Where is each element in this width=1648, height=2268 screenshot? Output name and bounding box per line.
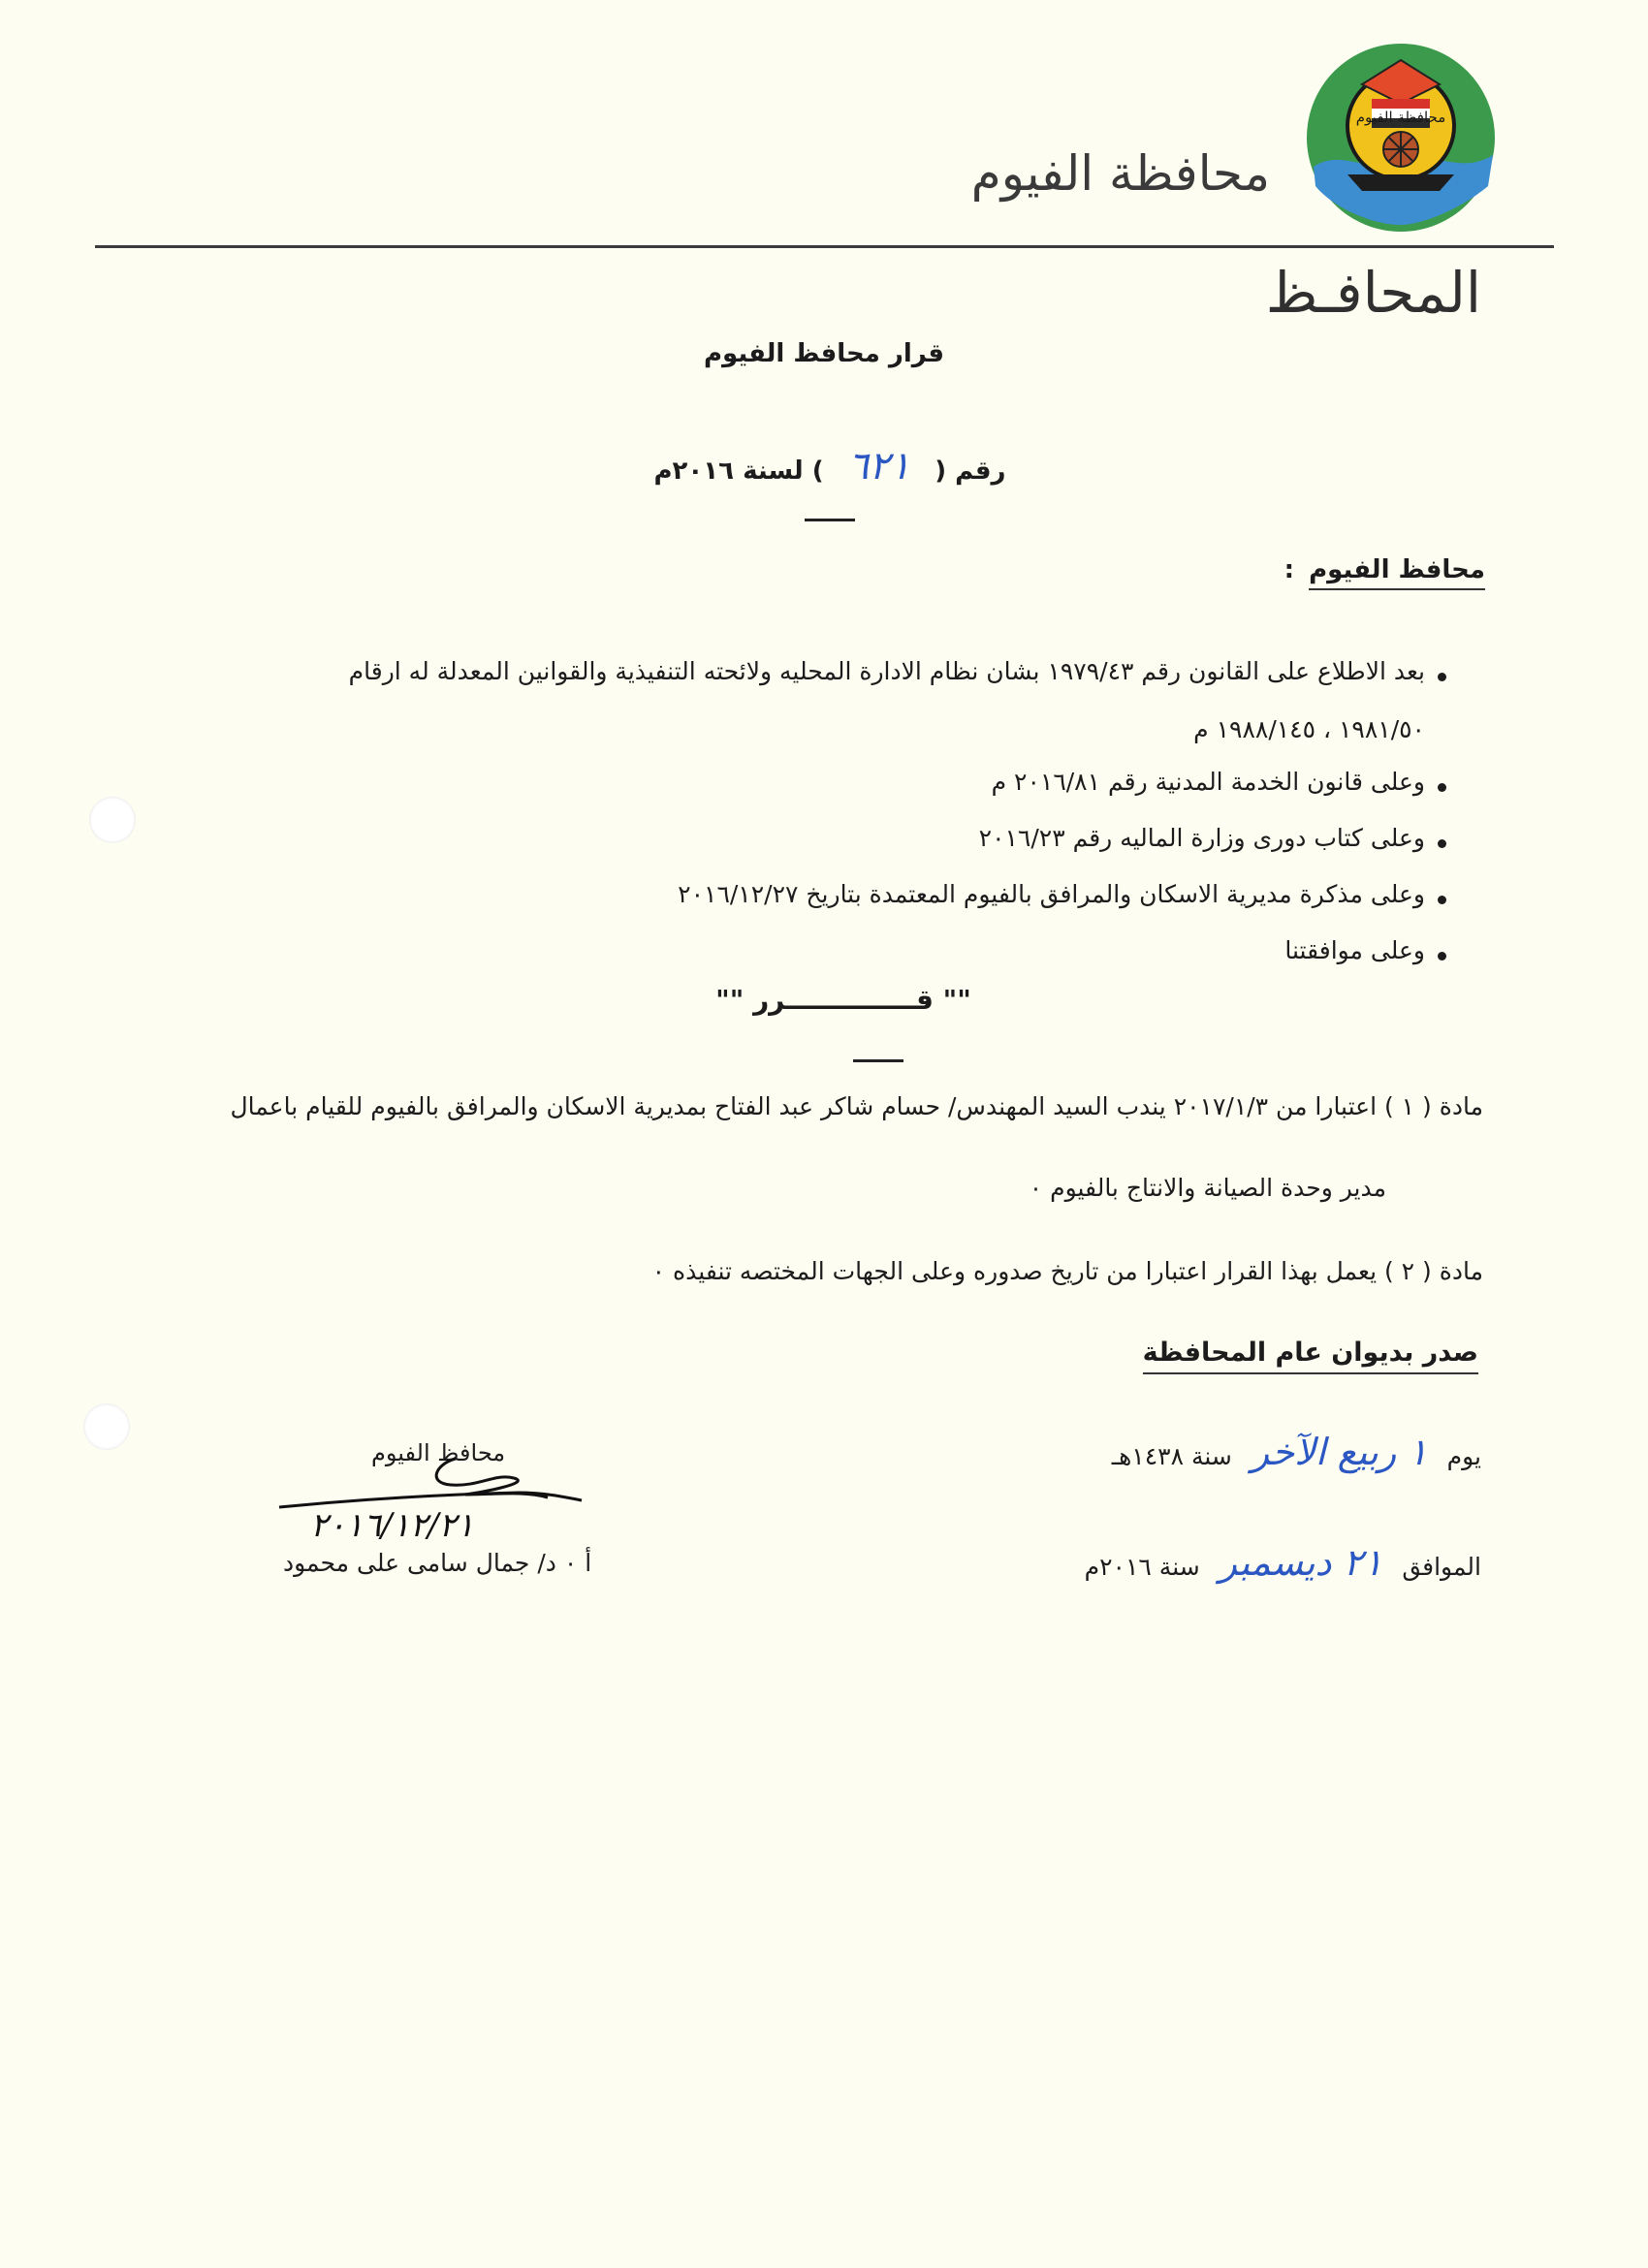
number-suffix: ) لسنة ٢٠١٦م: [653, 457, 824, 486]
article-1-line-1: مادة ( ١ ) اعتبارا من ٢٠١٧/١/٣ يندب السيد المهندس/ حسام شاكر عبد الفتاح بمديرية الاسكان والمرافق بالفيوم للقيام باعمال: [230, 1092, 1483, 1120]
decree-heading: "" قــــــــــــــرر "": [715, 984, 971, 1016]
preamble-item: وعلى موافقتنا: [1284, 936, 1425, 964]
bullet-dot: [1438, 783, 1446, 792]
article-1-line-2: مدير وحدة الصيانة والانتاج بالفيوم ٠: [1029, 1174, 1386, 1202]
number-prefix: رقم (: [935, 457, 1006, 486]
governorate-logo: [1304, 41, 1498, 235]
bullet-dot: [1438, 839, 1446, 848]
office-title: المحافـظ: [1265, 260, 1481, 326]
preamble-item-continued: ١٩٨١/٥٠ ، ١٩٨٨/١٤٥ م: [1193, 715, 1425, 743]
preamble-item: بعد الاطلاع على القانون رقم ١٩٧٩/٤٣ بشان نظام الادارة المحليه ولائحته التنفيذية والقوانين المعدلة له ارقام: [348, 657, 1425, 685]
hijri-day-label: يوم: [1446, 1442, 1481, 1470]
bullet-dot: [1438, 673, 1446, 681]
decision-number-handwritten: ٦٢١: [847, 444, 911, 488]
punch-hole-upper: [89, 797, 136, 843]
signer-name: أ ٠ د/ جمال سامى على محمود: [283, 1549, 592, 1577]
decision-number-line: [0, 444, 1648, 488]
preamble-item: وعلى كتاب دورى وزارة الماليه رقم ٢٠١٦/٢٣: [978, 824, 1425, 852]
bullet-dot: [1438, 896, 1446, 904]
signature-date: ٢٠١٦/١٢/٢١: [310, 1506, 475, 1541]
gregorian-year-label: سنة ٢٠١٦م: [1084, 1553, 1200, 1581]
handwritten-signature: [271, 1454, 601, 1541]
bullet-dot: [1438, 952, 1446, 961]
decision-heading: قرار محافظ الفيوم: [703, 339, 944, 368]
addressee: [1284, 555, 1485, 584]
hijri-day-handwritten: ١ ربيع الآخر: [1251, 1431, 1428, 1473]
org-name: محافظة الفيوم: [970, 145, 1270, 202]
issued-at: [1143, 1338, 1478, 1368]
addressee-colon: :: [1284, 555, 1295, 584]
hijri-date: [1112, 1431, 1481, 1473]
gregorian-day-handwritten: ٢١ ديسمبر: [1219, 1541, 1383, 1584]
separator-dash: [853, 1059, 903, 1062]
preamble-item: وعلى قانون الخدمة المدنية رقم ٢٠١٦/٨١ م: [991, 768, 1425, 796]
logo-text: محافظة الفيوم: [1355, 109, 1446, 126]
gregorian-label: الموافق: [1402, 1553, 1481, 1581]
preamble-item: وعلى مذكرة مديرية الاسكان والمرافق بالفيوم المعتمدة بتاريخ ٢٠١٦/١٢/٢٧: [678, 880, 1425, 908]
header-divider: [95, 245, 1554, 248]
gregorian-date: [1085, 1541, 1481, 1584]
issued-label: صدر بديوان عام المحافظة: [1143, 1338, 1478, 1374]
article-2: مادة ( ٢ ) يعمل بهذا القرار اعتبارا من تاريخ صدوره وعلى الجهات المختصه تنفيذه ٠: [651, 1257, 1483, 1285]
hijri-year-label: سنة ١٤٣٨هـ: [1111, 1442, 1232, 1470]
addressee-label: محافظ الفيوم: [1309, 555, 1485, 590]
punch-hole-lower: [83, 1403, 130, 1450]
separator-dash: [805, 519, 855, 521]
signer-title: محافظ الفيوم: [371, 1439, 506, 1466]
